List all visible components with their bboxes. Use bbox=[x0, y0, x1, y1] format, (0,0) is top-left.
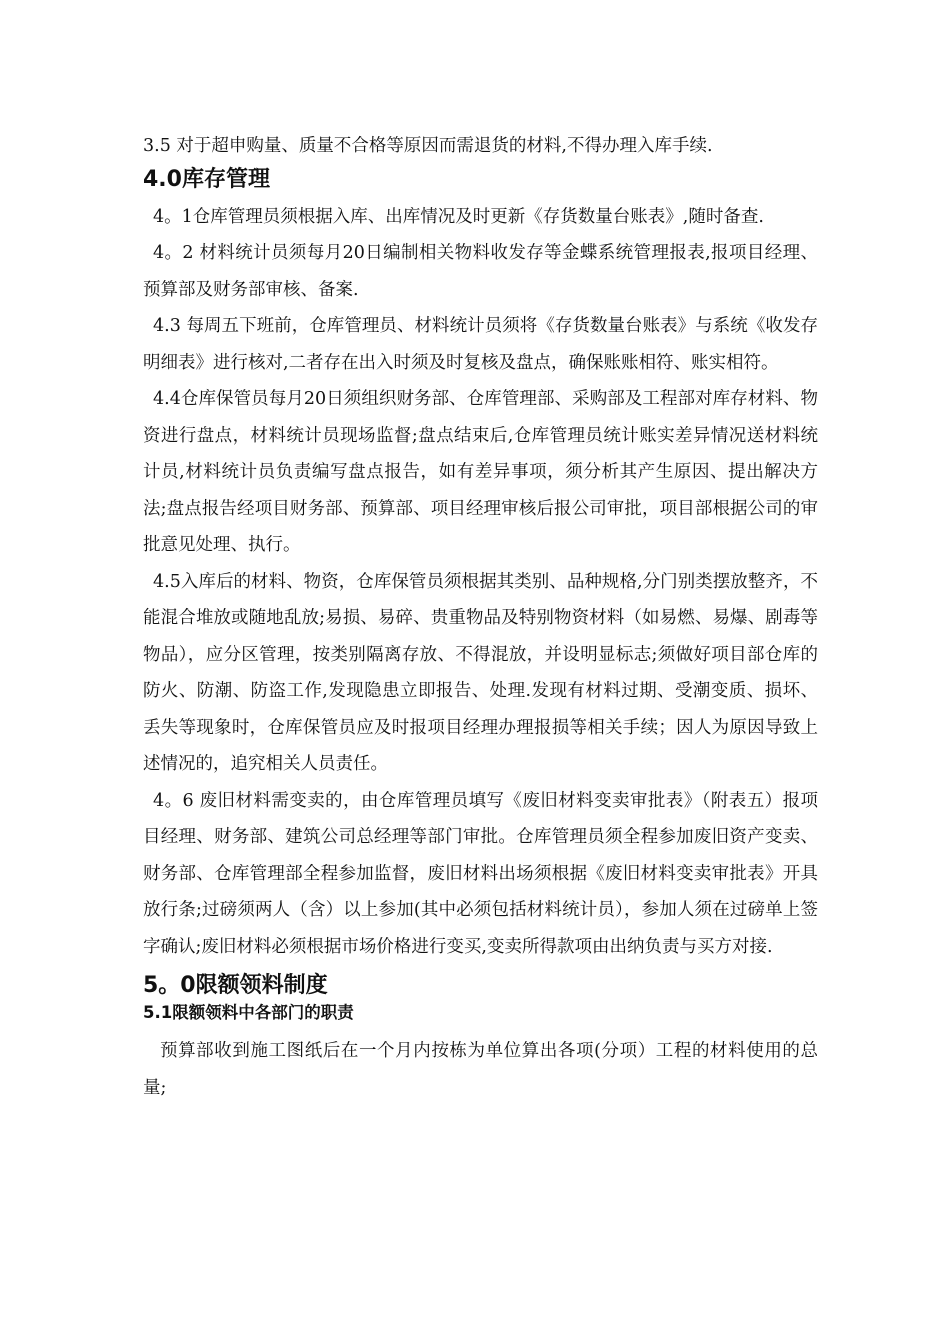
section-heading-4-0: 4.0库存管理 bbox=[143, 166, 270, 192]
paragraph-3-5: 3.5 对于超申购量、质量不合格等原因而需退货的材料,不得办理入库手续. bbox=[143, 136, 713, 156]
paragraph-4-1: 4。1仓库管理员须根据入库、出库情况及时更新《存货数量台账表》,随时备查. bbox=[153, 206, 764, 227]
subsection-heading-5-1: 5.1限额领料中各部门的职责 bbox=[143, 1003, 354, 1022]
paragraph-4-4: 4.4仓库保管员每月20日须组织财务部、仓库管理部、采购部及工程部对库存材料、物资进行盘点，材料统计员现场监督;盘点结束后,仓库管理员统计账实差异情况送材料统计员,材料统计员负责编写盘点报告，如有差异事项，须分析其产生原因、提出解决方法;盘点报告经项目财务部、预算部、项目经理审核后报公司审批，项目部根据公司的审批意见处理、执行。 bbox=[143, 389, 818, 555]
paragraph-4-6: 4。6 废旧材料需变卖的，由仓库管理员填写《废旧材料变卖审批表》（附表五）报项目经理、财务部、建筑公司总经理等部门审批。仓库管理员须全程参加废旧资产变卖、财务部、仓库管理部全程参加监督，废旧材料出场须根据《废旧材料变卖审批表》开具放行条;过磅须两人（含）以上参加(其中必须包括材料统计员），参加人须在过磅单上签字确认;废旧材料必须根据市场价格进行变买,变卖所得款项由出纳负责与买方对接. bbox=[143, 790, 818, 957]
paragraph-4-3: 4.3 每周五下班前，仓库管理员、材料统计员须将《存货数量台账表》与系统《收发存明细表》进行核对,二者存在出入时须及时复核及盘点，确保账账相符、账实相符。 bbox=[143, 316, 818, 373]
section-heading-5-0: 5。0限额领料制度 bbox=[143, 973, 328, 998]
paragraph-4-2: 4。2 材料统计员须每月20日编制相关物料收发存等金蝶系统管理报表,报项目经理、预算部及财务部审核、备案. bbox=[143, 243, 818, 300]
paragraph-5-1: 预算部收到施工图纸后在一个月内按栋为单位算出各项(分项）工程的材料使用的总量; bbox=[143, 1041, 818, 1098]
paragraph-4-5: 4.5入库后的材料、物资，仓库保管员须根据其类别、品种规格,分门别类摆放整齐，不能混合堆放或随地乱放;易损、易碎、贵重物品及特别物资材料（如易燃、易爆、剧毒等物品），应分区管理，按类别隔离存放、不得混放，并设明显标志;须做好项目部仓库的防火、防潮、防盗工作,发现隐患立即报告、处理.发现有材料过期、受潮变质、损坏、丢失等现象时，仓库保管员应及时报项目经理办理报损等相关手续；因人为原因导致上述情况的，追究相关人员责任。 bbox=[143, 571, 818, 774]
